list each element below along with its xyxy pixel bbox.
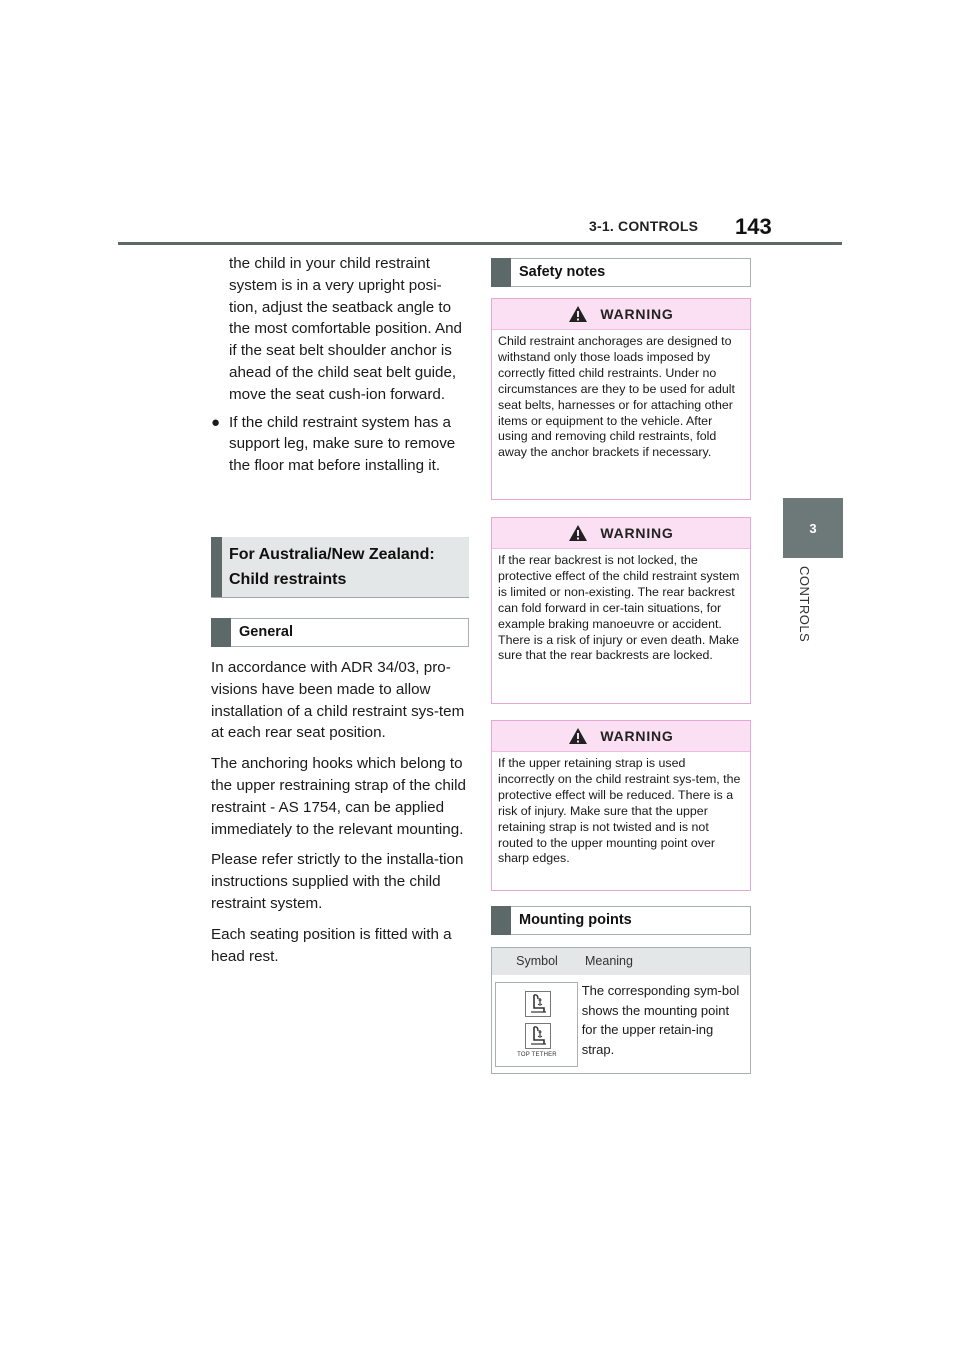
heading-bar xyxy=(211,537,222,597)
warning-header xyxy=(492,299,750,330)
warning-text: If the rear backrest is not locked, the protective effect of the child restraint system is limited or non-existing. The rear backrest can fold forward in cer-tain situations, for example braking manoeuvre or accident. There is a risk of injury or even death. Make sure that the rear backrests are locked. xyxy=(498,553,740,663)
general-body xyxy=(211,657,466,967)
warning-triangle-icon xyxy=(568,524,588,542)
top-tether-seat-icon xyxy=(525,991,551,1017)
page-number: 143 xyxy=(735,214,772,239)
paragraph: Each seating position is fitted with a head rest. xyxy=(211,925,452,965)
warning-title: WARNING xyxy=(600,728,674,744)
bullet-item xyxy=(211,412,469,477)
chapter-tab-label: CONTROLS xyxy=(797,566,812,643)
bullet-icon: ● xyxy=(211,413,221,431)
left-column xyxy=(211,253,469,477)
subheading-safety-notes xyxy=(491,258,751,287)
warning-header xyxy=(492,721,750,752)
warning-header xyxy=(492,518,750,549)
warning-title: WARNING xyxy=(600,306,674,322)
warning-box xyxy=(491,298,751,500)
symbol-caption: TOP TETHER xyxy=(517,1052,557,1058)
meaning-cell: The corresponding sym-bol shows the mounting point for the upper retain-ing strap. xyxy=(581,983,740,1057)
warning-triangle-icon xyxy=(568,727,588,745)
subheading-text: Mounting points xyxy=(519,912,632,928)
paragraph: In accordance with ADR 34/03, pro-visions have been made to allow installation of a child restraint sys-tem at each rear seat position. xyxy=(211,659,465,742)
section-heading xyxy=(211,537,469,598)
paragraph: The anchoring hooks which belong to the upper restraining strap of the child restraint - AS 1754, can be applied immediately to the relevant mounting. xyxy=(211,755,466,838)
warning-text: Child restraint anchorages are designed to withstand only those loads imposed by correctly fitted child restraints. Under no circumstances are they to be used for adult seat belts, harnesses or for attaching other items or equipment to the vehicle. After using and removing child restraints, fold away the anchor brackets if necessary. xyxy=(498,334,735,460)
header-rule xyxy=(118,242,842,245)
paragraph: Please refer strictly to the installa-tion instructions supplied with the child restraint system. xyxy=(211,851,464,912)
warning-text: If the upper retaining strap is used incorrectly on the child restraint sys-tem, the protective effect will be reduced. There is a risk of injury. Make sure that the upper retaining strap is not twisted and is not routed to the upper mounting point over sharp edges. xyxy=(498,756,741,866)
chapter-number: 3 xyxy=(809,520,817,536)
top-tether-seat-icon xyxy=(525,1023,551,1049)
table-row xyxy=(492,975,750,1073)
heading-bar xyxy=(491,258,511,287)
subheading-mounting-points xyxy=(491,906,751,935)
heading-bar xyxy=(211,618,231,647)
continued-text: the child in your child restraint system is in a very upright posi-tion, adjust the seatback angle to the most comfortable position. And if the seat belt shoulder anchor is ahead of the child seat belt guide, move the seat cush-ion forward. xyxy=(229,255,463,403)
symbol-cell xyxy=(495,982,578,1067)
column-header-symbol: Symbol xyxy=(516,954,558,968)
warning-box xyxy=(491,720,751,891)
running-header-section: 3-1. CONTROLS xyxy=(589,218,699,234)
section-heading-text: For Australia/New Zealand: Child restraints xyxy=(229,546,435,588)
subheading-text: Safety notes xyxy=(519,264,606,280)
warning-box xyxy=(491,517,751,704)
subheading-general xyxy=(211,618,469,647)
subheading-text: General xyxy=(239,624,293,640)
mounting-points-table xyxy=(491,947,751,1074)
chapter-tab xyxy=(783,498,843,558)
table-header-row xyxy=(492,948,750,975)
warning-title: WARNING xyxy=(600,525,674,541)
column-header-meaning: Meaning xyxy=(585,954,633,968)
warning-triangle-icon xyxy=(568,305,588,323)
heading-bar xyxy=(491,906,511,935)
bullet-text: If the child restraint system has a support leg, make sure to remove the floor mat before installing it. xyxy=(229,413,456,475)
